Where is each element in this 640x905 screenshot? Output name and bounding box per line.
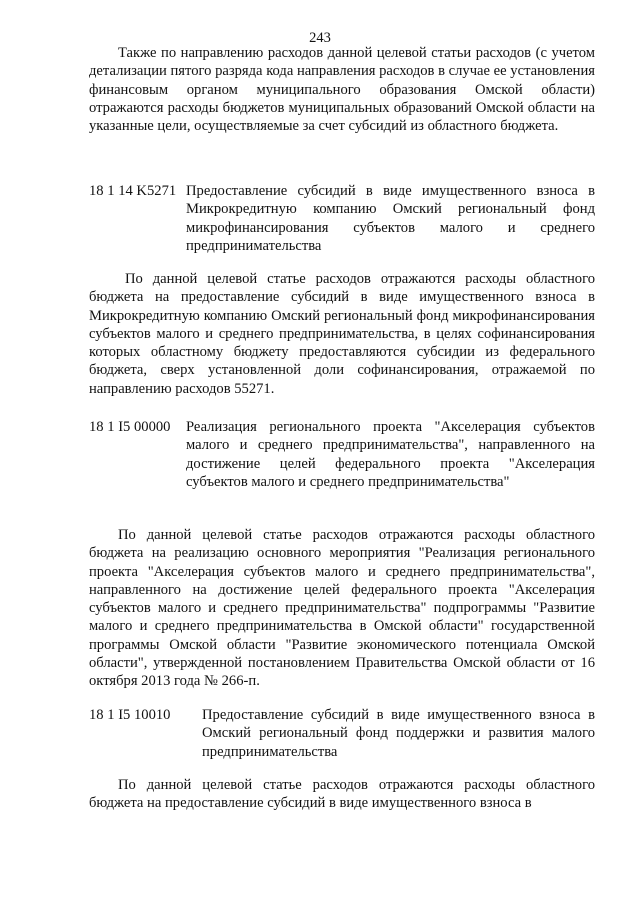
entry-code: 18 1 I5 10010: [89, 707, 171, 723]
entry-code: 18 1 I5 00000: [89, 419, 171, 435]
entry-code: 18 1 14 K5271: [89, 183, 177, 199]
paragraph-municipal-subsidies: Также по направлению расходов данной целевой статьи расходов (с учетом детализации пятого разряда кода направления расходов в случае ее установления финансовым органом муниципального образования Омской области) отражаются расходы бюджетов муниципальных образований Омской области на указанные цели, осуществляемые за счет субсидий из областного бюджета.: [89, 45, 595, 135]
page-number: 243: [309, 30, 331, 46]
entry-18-1-14-k5271: [89, 182, 595, 255]
entry-18-1-i5-00000: [89, 418, 595, 491]
paragraph-microcredit-subsidy: По данной целевой статье расходов отражаются расходы областного бюджета на предоставление субсидий в виде имущественного взноса в Микрокредитную компанию Омский региональный фонд микрофинансирования субъектов малого и среднего предпринимательства, в целях софинансирования которых областному бюджету предоставляются субсидии из федерального бюджета, сверх установленной доли софинансирования, отражаемой по направлению расходов 55271.: [89, 271, 595, 397]
paragraph-fund-subsidy: По данной целевой статье расходов отражаются расходы областного бюджета на предоставление субсидий в виде имущественного взноса в: [89, 777, 595, 812]
entry-18-1-i5-10010: [89, 706, 595, 761]
entry-title: Предоставление субсидий в виде имущественного взноса в Микрокредитную компанию Омский региональный фонд микрофинансирования субъектов малого и среднего предпринимательства: [186, 183, 595, 254]
entry-title: Предоставление субсидий в виде имущественного взноса в Омский региональный фонд поддержки и развития малого предпринимательства: [202, 707, 595, 760]
paragraph-regional-project: По данной целевой статье расходов отражаются расходы областного бюджета на реализацию основного мероприятия "Реализация регионального проекта "Акселерация субъектов малого и среднего предпринимательства", направленного на достижение целей федерального проекта "Акселерация субъектов малого и среднего предпринимательства" подпрограммы "Развитие малого и среднего предпринимательства в Омской области" государственной программы Омской области "Развитие экономического потенциала Омской области", утвержденной постановлением Правительства Омской области от 16 октября 2013 года № 266-п.: [89, 527, 595, 690]
entry-title: Реализация регионального проекта "Акселерация субъектов малого и среднего предпринимательства", направленного на достижение целей федерального проекта "Акселерация субъектов малого и среднего предпринимательства": [186, 419, 595, 490]
